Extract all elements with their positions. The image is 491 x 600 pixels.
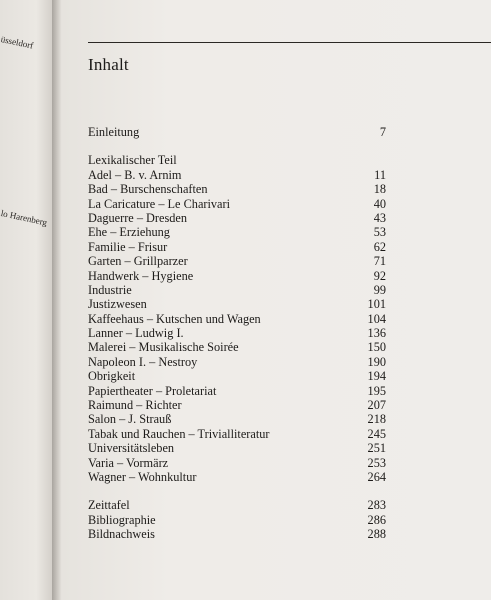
left-page-fragment: lo Harenberg [0,208,49,228]
toc-entry-title: Bibliographie [88,512,156,527]
toc-row [88,498,388,512]
toc-entry-page: 150 [367,340,386,355]
toc-entry-title: Adel – B. v. Arnim [88,167,182,182]
toc-entry-title: La Caricature – Le Charivari [88,196,231,211]
toc-entry-page: 251 [367,441,386,456]
toc-entry-title: Tabak und Rauchen – Trivialliteratur [88,426,270,441]
toc-entry-title: Varia – Vormärz [88,455,169,470]
toc-entry-title: Ehe – Erziehung [88,225,170,240]
left-page [0,0,52,600]
toc-row-intro [88,125,388,139]
toc-entry-page: 288 [367,527,386,542]
toc-entry-title: Familie – Frisur [88,239,168,254]
toc-entry-page: 104 [367,311,386,326]
table-of-contents [88,125,388,542]
toc-entry-page: 43 [373,210,386,225]
toc-entry-title: Raimund – Richter [88,398,182,413]
toc-entry-page: 99 [373,282,386,297]
toc-entry-title: Garten – Grillparzer [88,254,188,269]
toc-entry-title: Bad – Burschenschaften [88,182,208,197]
toc-entry-title: Justizwesen [88,297,147,312]
toc-row [88,441,388,455]
toc-row [88,355,388,369]
toc-entry-title: Malerei – Musikalische Soirée [88,340,239,355]
toc-row [88,182,388,196]
toc-row [88,340,388,354]
toc-row [88,456,388,470]
header-rule [88,42,491,43]
toc-row [88,326,388,340]
toc-row [88,412,388,426]
toc-entry-page: 264 [367,469,386,484]
toc-entry-page: 11 [374,167,386,182]
toc-entry-page: 218 [367,412,386,427]
toc-row [88,398,388,412]
toc-entry-page: 190 [367,354,386,369]
toc-entry-page: 7 [379,125,386,139]
toc-row [88,168,388,182]
toc-entry-page: 207 [367,398,386,413]
toc-entry-page: 53 [373,225,386,240]
toc-entry-page: 18 [373,182,386,197]
toc-entry-page: 101 [367,297,386,312]
toc-entry-title: Wagner – Wohnkultur [88,469,197,484]
toc-entry-title: Universitätsleben [88,441,175,456]
toc-row [88,297,388,311]
toc-entry-title: Obrigkeit [88,369,136,384]
toc-row [88,240,388,254]
section-heading: Lexikalischer Teil [88,153,177,168]
toc-row [88,312,388,326]
toc-row [88,254,388,268]
toc-row [88,283,388,297]
page-title: Inhalt [88,55,129,74]
toc-row [88,197,388,211]
toc-entry-title: Kaffeehaus – Kutschen und Wagen [88,311,261,326]
toc-entry-title: Industrie [88,282,132,297]
toc-row [88,470,388,484]
toc-entry-page: 286 [367,512,386,527]
toc-entry-title: Papiertheater – Proletariat [88,383,217,398]
toc-entry-page: 92 [373,268,386,283]
toc-row [88,369,388,383]
toc-entry-title: Einleitung [88,125,140,139]
toc-entry-page: 71 [373,254,386,269]
toc-row [88,211,388,225]
toc-row [88,513,388,527]
toc-entry-title: Zeittafel [88,498,130,513]
toc-entry-page: 253 [367,455,386,470]
toc-entry-page: 283 [367,498,386,513]
left-page-fragment: üsseldorf [0,34,35,51]
toc-section-heading [88,153,388,167]
toc-row [88,527,388,541]
toc-entry-title: Daguerre – Dresden [88,210,188,225]
toc-entry-title: Napoleon I. – Nestroy [88,354,198,369]
toc-entry-title: Bildnachweis [88,527,155,542]
toc-entry-page: 136 [367,326,386,341]
toc-row [88,225,388,239]
book-gutter [52,0,62,600]
toc-appendix [88,498,388,541]
toc-entries [88,168,388,485]
toc-entry-page: 40 [373,196,386,211]
toc-entry-page: 245 [367,426,386,441]
toc-row [88,269,388,283]
toc-row [88,384,388,398]
toc-entry-title: Handwerk – Hygiene [88,268,194,283]
toc-row [88,427,388,441]
toc-entry-page: 62 [373,239,386,254]
toc-entry-title: Lanner – Ludwig I. [88,326,184,341]
toc-entry-title: Salon – J. Strauß [88,412,172,427]
toc-entry-page: 194 [367,369,386,384]
toc-entry-page: 195 [367,383,386,398]
